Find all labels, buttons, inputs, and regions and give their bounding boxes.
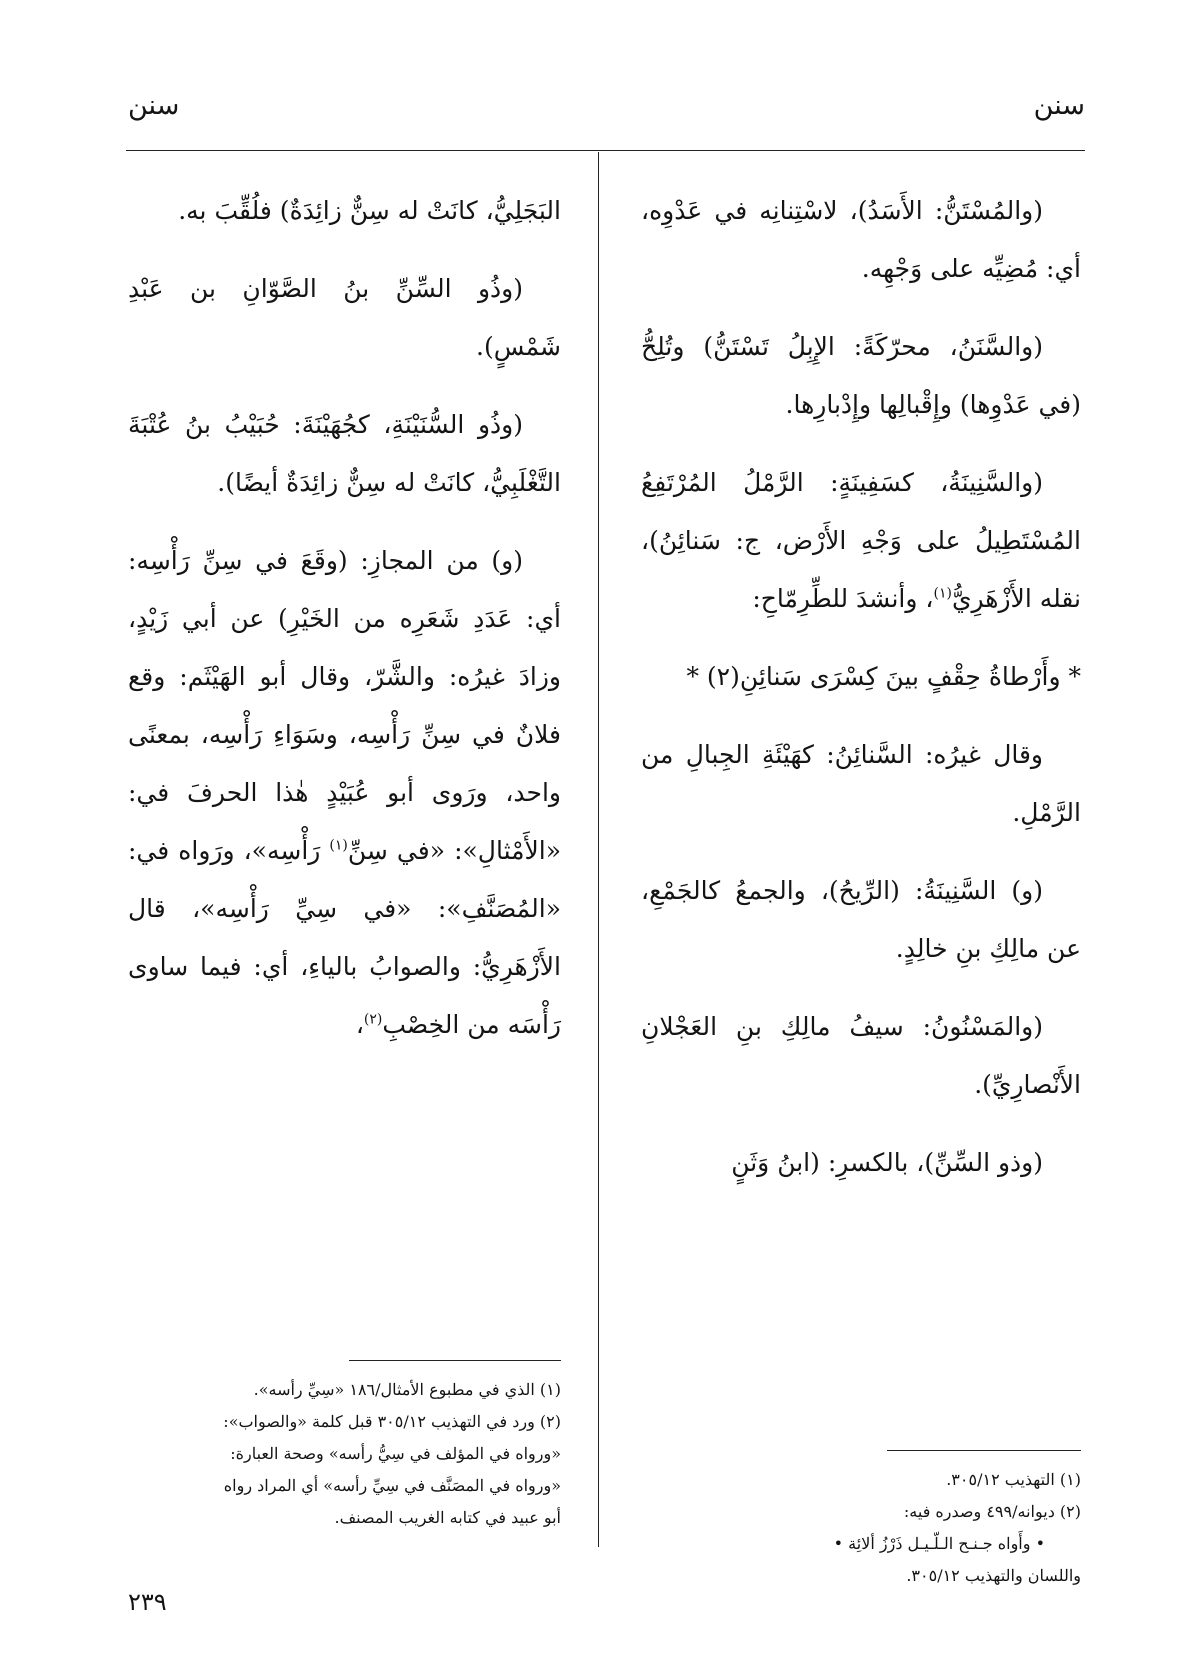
footnotes-right — [641, 1464, 1081, 1592]
verse-text: * وأَرْطاةُ حِقْفٍ بينَ كِسْرَى سَنائِنِ — [739, 662, 1081, 691]
footnote-left-2-line2: «ورواه في المؤلف في سِيُّ رأسه» وصحة العبارة: — [230, 1444, 561, 1463]
footnote-ref-1-left: (١) — [329, 837, 348, 854]
footnote-ref-1: (١) — [933, 585, 952, 602]
column-divider — [598, 152, 599, 1547]
verse-tirimmah — [641, 648, 1081, 706]
verse-end-mark: * — [686, 662, 707, 691]
entry-sanain: وقال غيرُه: السَّنائِنُ: كهَيْئَةِ الجِبالِ من الرَّمْلِ. — [641, 740, 1081, 827]
footnote-left-2: (٢) ورد في التهذيب ٣٠٥/١٢ قبل كلمة «والصواب»: — [223, 1412, 561, 1431]
running-head-right: سنن — [1033, 90, 1085, 121]
footnote-right-1: (١) التهذيب ٣٠٥/١٢. — [946, 1470, 1081, 1489]
footnote-rule-right — [887, 1450, 1081, 1451]
entry-majaz-text-cont: رَأْسِه»، ورَواه في: «المُصَنَّفِ»: «في سِيِّ رَأْسِه»، قال الأَزْهَرِيُّ: والصوابُ بالياءِ، أي: فيما ساوى رَأْسَه من الخِصْبِ — [128, 836, 561, 1039]
entry-saninah-text: (والسَّنِينَةُ، كسَفِينَةٍ: الرَّمْلُ المُرْتَفِعُ المُسْتَطِيلُ على وَجْهِ الأَرْض، ج: سَنائِنُ)، نقله الأَزْهَرِيُّ — [641, 468, 1081, 613]
entry-majaz — [128, 532, 561, 1054]
entry-mustann: (والمُسْتَنُّ: الأَسَدُ)، لاسْتِنانِه في عَدْوِه، أي: مُضِيِّه على وَجْهِه. — [641, 196, 1081, 283]
footnote-ref-2: (٢) — [706, 662, 740, 691]
right-column — [641, 182, 1081, 1212]
footnote-right-2-cont: واللسان والتهذيب ٣٠٥/١٢. — [906, 1566, 1081, 1585]
page-number: ٢٣٩ — [128, 1588, 167, 1616]
entry-saninah-wind: (و) السَّنِينَةُ: (الرِّيحُ)، والجمعُ كالجَمْعِ، عن مالِكِ بنِ خالِدٍ. — [641, 876, 1081, 963]
footnote-left-2-line3: «ورواه في المصَنَّف في سِيِّ رأسه» أي المراد رواه — [223, 1476, 561, 1495]
entry-majaz-end: ، — [355, 1010, 364, 1039]
entry-dhu-al-sunaynah: (وذُو السُّنَيْنَةِ، كجُهَيْنَةَ: حُبَيْبُ بنُ عُتْبَةَ التَّغْلَبِيُّ، كانَتْ له سِنٌّ زائِدَةٌ أيضًا). — [128, 410, 561, 497]
footnote-right-2-verse: • وأَواه جـنـح الـلّـيـل ذَرْزُ ألائِة • — [833, 1534, 1045, 1553]
running-head-left: سنن — [128, 90, 180, 121]
footnote-ref-2-left: (٢) — [363, 1011, 383, 1028]
entry-saninah — [641, 454, 1081, 628]
footnote-right-2: (٢) ديوانه/٤٩٩ وصدره فيه: — [903, 1502, 1081, 1521]
header-rule — [126, 150, 1085, 151]
entry-bajali: البَجَلِيُّ، كانَتْ له سِنٌّ زائِدَةٌ) فلُقِّبَ به. — [178, 196, 561, 225]
entry-saninah-text-cont: ، وأنشدَ للطِّرِمّاحِ: — [752, 584, 934, 613]
entry-masnun: (والمَسْنُونُ: سيفُ مالِكِ بنِ العَجْلانِ الأَنْصارِيِّ). — [641, 1012, 1081, 1099]
entry-sanan: (والسَّنَنُ، محرّكَةً: الإِبِلُ تَسْتَنُّ) وتُلِحُّ (في عَدْوِها) وإِقْبالِها وإِدْبارِها. — [641, 332, 1081, 419]
footnote-rule-left — [349, 1360, 561, 1361]
left-column — [128, 182, 561, 1074]
footnotes-left — [128, 1374, 561, 1534]
footnote-left-2-line4: أبو عبيد في كتابه الغريب المصنف. — [334, 1508, 561, 1527]
entry-dhu-al-sinn: (وذو السِّنِّ)، بالكسرِ: (ابنُ وَثَنٍ — [731, 1148, 1043, 1177]
entry-dhu-al-sinn-sawwan: (وذُو السِّنِّ بنُ الصَّوّانِ بن عَبْدِ شَمْسٍ). — [128, 274, 561, 361]
footnote-left-1: (١) الذي في مطبوع الأمثال/١٨٦ «سِيِّ رأسه». — [253, 1380, 561, 1399]
entry-majaz-text: (و) من المجازِ: (وقَعَ في سِنِّ رَأْسِه: أي: عَدَدِ شَعَرِه من الخَيْرِ) عن أبي زَيْدٍ، وزادَ غيرُه: والشَّرّ، وقال أبو الهَيْثَم: وقع فلانٌ في سِنِّ رَأْسِه، وسَوَاءِ رَأْسِه، بمعنًى واحد، ورَوى أبو عُبَيْدٍ هٰذا الحرفَ في: «الأَمْثالِ»: «في سِنِّ — [128, 546, 562, 865]
